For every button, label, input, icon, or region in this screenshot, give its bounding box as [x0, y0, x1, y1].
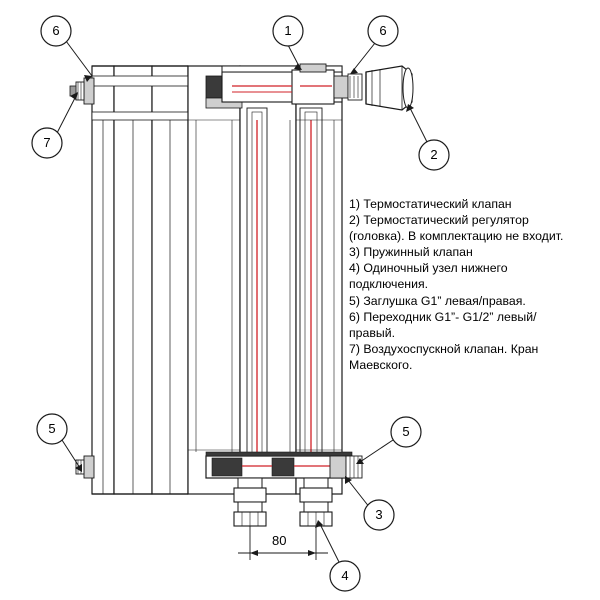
callout-circle-2 [419, 140, 449, 170]
radiator-left-section [92, 66, 188, 494]
callout-circle-4 [330, 561, 360, 591]
bottom-manifold [206, 452, 362, 478]
legend-item-7: 7) Воздухоспускной клапан. Кран [349, 341, 539, 356]
legend-item-6: 6) Переходник G1”- G1/2” левый/ [349, 309, 537, 324]
legend-item-2: 2) Термостатический регулятор [349, 213, 529, 228]
callout-label-3: 3 [375, 507, 383, 522]
radiator-cut-sections [188, 66, 342, 494]
callout-label-5-right: 5 [402, 424, 410, 439]
callout-circle-5-left [37, 414, 67, 444]
legend-item-4-cont: подключения. [349, 277, 429, 292]
callout-circle-3 [364, 500, 394, 530]
legend-item-2-cont: (головка). В комплектацию не входит. [349, 229, 564, 244]
callout-label-2: 2 [430, 147, 438, 162]
legend-item-4: 4) Одиночный узел нижнего [349, 261, 508, 276]
parts-legend [349, 196, 593, 373]
callout-label-6-right: 6 [379, 23, 387, 38]
callout-label-7: 7 [43, 135, 51, 150]
thermostatic-valve-top [222, 64, 362, 104]
thermostatic-head [366, 66, 413, 110]
callout-label-6-left: 6 [52, 23, 60, 38]
legend-item-5: 5) Заглушка G1” левая/правая. [349, 293, 526, 308]
legend-item-6-cont: правый. [349, 325, 395, 340]
callout-circle-1 [273, 16, 303, 46]
callout-label-5-left: 5 [48, 421, 56, 436]
legend-item-1: 1) Термостатический клапан [349, 197, 512, 211]
callout-circle-6-left [41, 16, 71, 46]
callout-label-1: 1 [284, 23, 292, 38]
legend-item-7-cont: Маевского. [349, 357, 413, 372]
dimension-value-80: 80 [272, 533, 287, 548]
callout-circle-7 [32, 128, 62, 158]
callout-label-4: 4 [341, 568, 349, 583]
legend-item-3: 3) Пружинный клапан [349, 245, 473, 260]
callout-circle-6-right [368, 16, 398, 46]
callout-circle-5-right [391, 417, 421, 447]
